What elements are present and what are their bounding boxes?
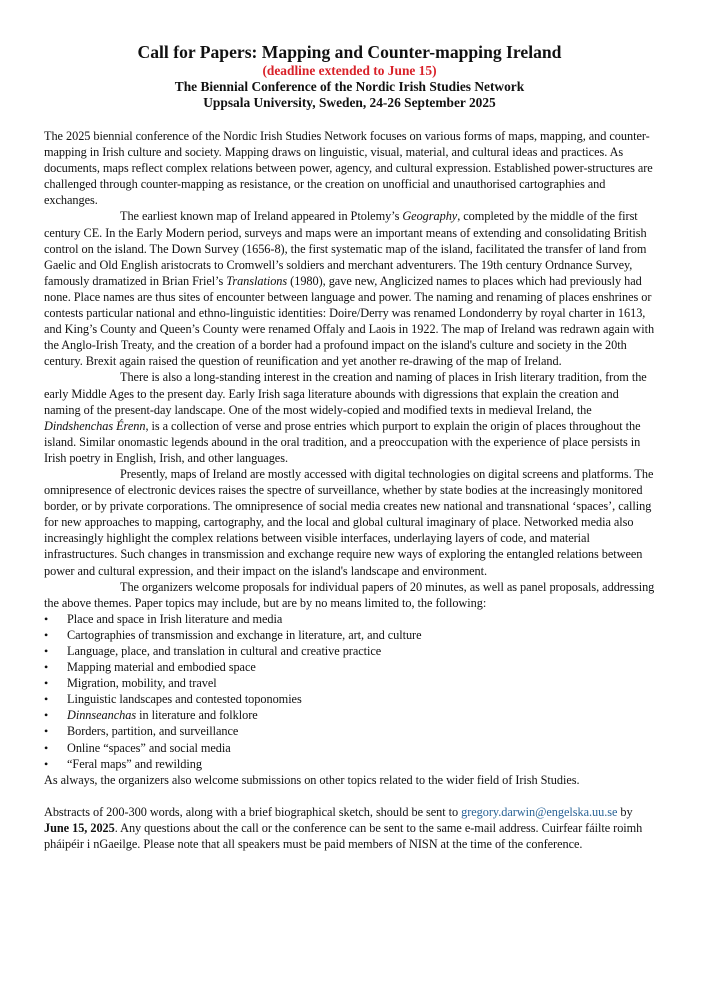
text-span: There is also a long-standing interest in the creation and naming of places in Irish literary tradition, from the early Middle Ages to the present day. Early Irish saga literature abounds with digressions that explain the creation and naming of the present-day landscape. One of the most widely-copied and modified texts in medieval Ireland, the (44, 370, 647, 417)
conference-name: The Biennial Conference of the Nordic Irish Studies Network (174, 79, 525, 94)
bullet-icon: • (44, 740, 49, 755)
bullet-icon: • (44, 692, 49, 707)
topic-text: Place and space in Irish literature and media (67, 611, 283, 626)
list-item (44, 756, 655, 772)
book-title-dindshenchas: Dindshenchas Érenn (44, 418, 146, 433)
paragraph-digital: Presently, maps of Ireland are mostly accessed with digital technologies on digital screens and platforms. The omnipresence of electronic devices raises the spectre of surveillance, whether by state bodies at the increasingly monitored border, or by private corporations. The omnipresence of social media creates new national and transnational ‘spaces’, calling for new approaches to mapping, cartography, and the local and global cultural imaginary of place. Networked media also increasingly highlight the complex relations between visible interfaces, underlaying layers of code, and material infrastructures. Such changes in transmission and exchange require new ways of exploring the entangled relations between power and cultural expression, and their impact on the island's landscape and environment. (44, 466, 654, 578)
bullet-icon: • (44, 676, 49, 691)
text-span: by (617, 804, 633, 819)
list-item (44, 643, 655, 659)
text-span: (1980), gave new, Anglicized names to places which had previously had none. Place names are thus sites of encounter between language and power. The naming and renaming of places enshrines or contests particular national and ethno-linguistic identities: Doire/Derry was renamed Londonderry by royal charter in 1613, and King’s County and Queen’s County were renamed Offaly and Laois in 1922. The map of Ireland was redrawn again with the Anglo-Irish Treaty, and the creation of a border had a profound impact on the island's culture and society in the 20th century. Brexit again raised the question of reunification and yet another re-drawing of the map of Ireland. (44, 273, 655, 369)
paragraph-submission (44, 804, 655, 852)
list-item (44, 723, 655, 739)
bullet-icon: • (44, 611, 49, 626)
document-header (44, 42, 655, 111)
topic-text: Linguistic landscapes and contested toponomies (67, 692, 302, 707)
conference-venue-date: Uppsala University, Sweden, 24-26 September 2025 (203, 95, 496, 110)
paragraph-other-topics: As always, the organizers also welcome submissions on other topics related to the wider field of Irish Studies. (44, 772, 580, 787)
topic-text: Borders, partition, and surveillance (67, 724, 239, 739)
spacer (44, 788, 655, 804)
list-item (44, 707, 655, 723)
list-item (44, 611, 655, 627)
text-span: , completed by the middle of the first century CE. In the Early Modern period, surveys and maps were an important means of extending and consolidating British control on the island. The Down Survey (1656-8), the first systematic map of the island, facilitated the transfer of land from Gaelic and Old English aristocrats to Cromwell’s soldiers and merchant adventurers. The 19th century Ordnance Survey, famously dramatized in Brian Friel’s (44, 209, 647, 288)
submission-deadline: June 15, 2025 (44, 820, 115, 835)
document-title: Call for Papers: Mapping and Counter-mapping Ireland (137, 42, 562, 62)
topic-text: Migration, mobility, and travel (67, 676, 217, 691)
text-span: The earliest known map of Ireland appeared in Ptolemy’s (120, 209, 403, 224)
topic-text: Language, place, and translation in cultural and creative practice (67, 644, 382, 658)
list-item (44, 691, 655, 707)
deadline-note: (deadline extended to June 15) (262, 63, 437, 78)
list-item (44, 627, 655, 643)
document-body (44, 128, 655, 852)
bullet-icon: • (44, 708, 49, 723)
topic-text: Online “spaces” and social media (67, 740, 231, 755)
list-item (44, 675, 655, 691)
text-span: . Any questions about the call or the conference can be sent to the same e-mail address. Cuirfear fáilte roimh pháipéir i nGaeilge. Please note that all speakers must be paid members of NISN at the time of the conference. (44, 820, 643, 852)
list-item (44, 659, 655, 675)
paragraph-literary-tradition (44, 369, 655, 466)
topic-text: Mapping material and embodied space (67, 660, 256, 675)
bullet-icon: • (44, 660, 49, 675)
bullet-icon: • (44, 644, 49, 658)
topic-text: in literature and folklore (136, 708, 258, 723)
topics-list (44, 611, 655, 772)
email-link[interactable]: gregory.darwin@engelska.uu.se (461, 804, 618, 819)
bullet-icon: • (44, 627, 49, 642)
topic-text: Cartographies of transmission and exchange in literature, art, and culture (67, 627, 422, 642)
bullet-icon: • (44, 756, 49, 771)
text-span: Abstracts of 200-300 words, along with a brief biographical sketch, should be sent to (44, 804, 462, 819)
book-title-geography: Geography (402, 209, 458, 224)
paragraph-intro: The 2025 biennial conference of the Nordic Irish Studies Network focuses on various forms of maps, mapping, and counter-mapping in Irish culture and society. Mapping draws on linguistic, visual, material, and cultural ideas and practices. As documents, maps reflect complex relations between power, agency, and cultural expression. Established power-structures are challenged through counter-mapping as resistance, or the creation on unofficial and unauthorised cartographies and exchanges. (44, 129, 653, 208)
paragraph-proposals: The organizers welcome proposals for individual papers of 20 minutes, as well as panel proposals, addressing the above themes. Paper topics may include, but are by no means limited to, the following: (44, 579, 655, 610)
topic-italic-term: Dinnseanchas (67, 708, 137, 723)
book-title-translations: Translations (226, 273, 288, 288)
bullet-icon: • (44, 724, 49, 739)
topic-text: “Feral maps” and rewilding (67, 756, 202, 771)
text-span: , is a collection of verse and prose entries which purport to explain the origin of places throughout the island. Similar onomastic legends abound in the oral tradition, and a preoccupation with the experience of place persists in Irish poetry in English, Irish, and other languages. (44, 418, 641, 465)
paragraph-history (44, 208, 655, 369)
list-item (44, 740, 655, 756)
